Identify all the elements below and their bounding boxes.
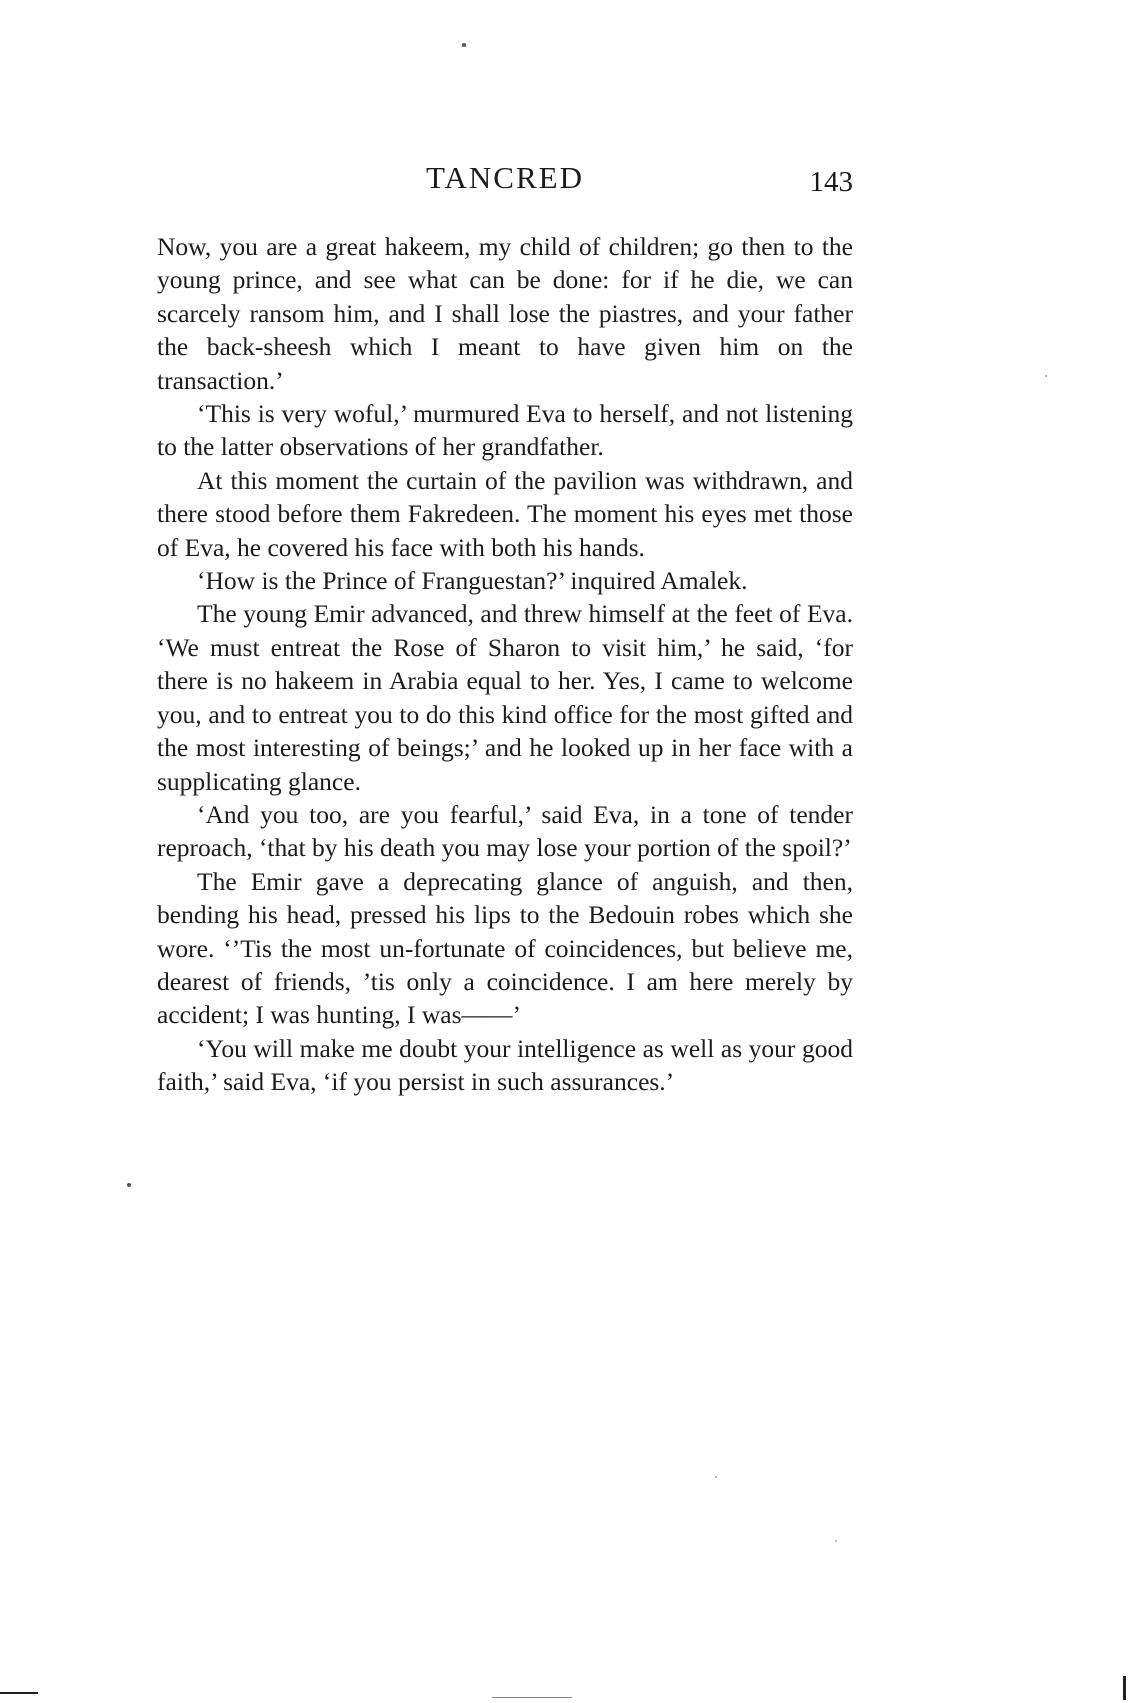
paragraph: ‘And you too, are you fearful,’ said Eva, in a tone of tender reproach, ‘that by his death you may lose your portion of the spoil?’ bbox=[157, 799, 853, 863]
paragraph: The young Emir advanced, and threw himself at the feet of Eva. ‘We must entreat the Rose of Sharon to visit him,’ he said, ‘for there is no hakeem in Arabia equal to her. Yes, I came to welcome you, and to entreat you to do this kind office for the most gifted and the most interesting of beings;’ and he looked up in her face with a supplicating glance. bbox=[157, 599, 853, 796]
running-title: TANCRED bbox=[426, 160, 584, 195]
paragraph: ‘How is the Prince of Franguestan?’ inquired Amalek. bbox=[197, 566, 748, 596]
paragraph: ‘You will make me doubt your intelligence as well as your good faith,’ said Eva, ‘if you persist in such assurances.’ bbox=[157, 1033, 853, 1097]
paragraph: Now, you are a great hakeem, my child of children; go then to the young prince, and see what can be done: for if he die, we can scarcely ransom him, and I shall lose the piastres, and your father the back-sheesh which I meant to have given him on the transaction.’ bbox=[157, 232, 853, 395]
page-header bbox=[157, 160, 853, 200]
scan-speck bbox=[127, 1183, 131, 1187]
paragraph: At this moment the curtain of the pavilion was withdrawn, and there stood before them Fakredeen. The moment his eyes met those of Eva, he covered his face with both his hands. bbox=[157, 465, 853, 562]
edge-mark bbox=[0, 1692, 38, 1694]
edge-mark bbox=[1123, 1676, 1126, 1700]
paragraph: ‘This is very woful,’ murmured Eva to herself, and not listening to the latter observations of her grandfather. bbox=[157, 399, 853, 462]
scan-speck bbox=[715, 1476, 717, 1478]
paragraph: The Emir gave a deprecating glance of anguish, and then, bending his head, pressed his lips to the Bedouin robes which she wore. ‘’Tis the most un-fortunate of coincidences, but believe me, dearest of friends, ’tis only a coincidence. I am here merely by accident; I was hunting, I was——’ bbox=[157, 866, 853, 1030]
page-number: 143 bbox=[809, 166, 853, 198]
scan-speck bbox=[1045, 375, 1047, 377]
scan-speck bbox=[462, 43, 466, 47]
body-text bbox=[157, 230, 853, 1099]
edge-mark bbox=[492, 1697, 572, 1698]
scan-speck bbox=[835, 1540, 837, 1542]
